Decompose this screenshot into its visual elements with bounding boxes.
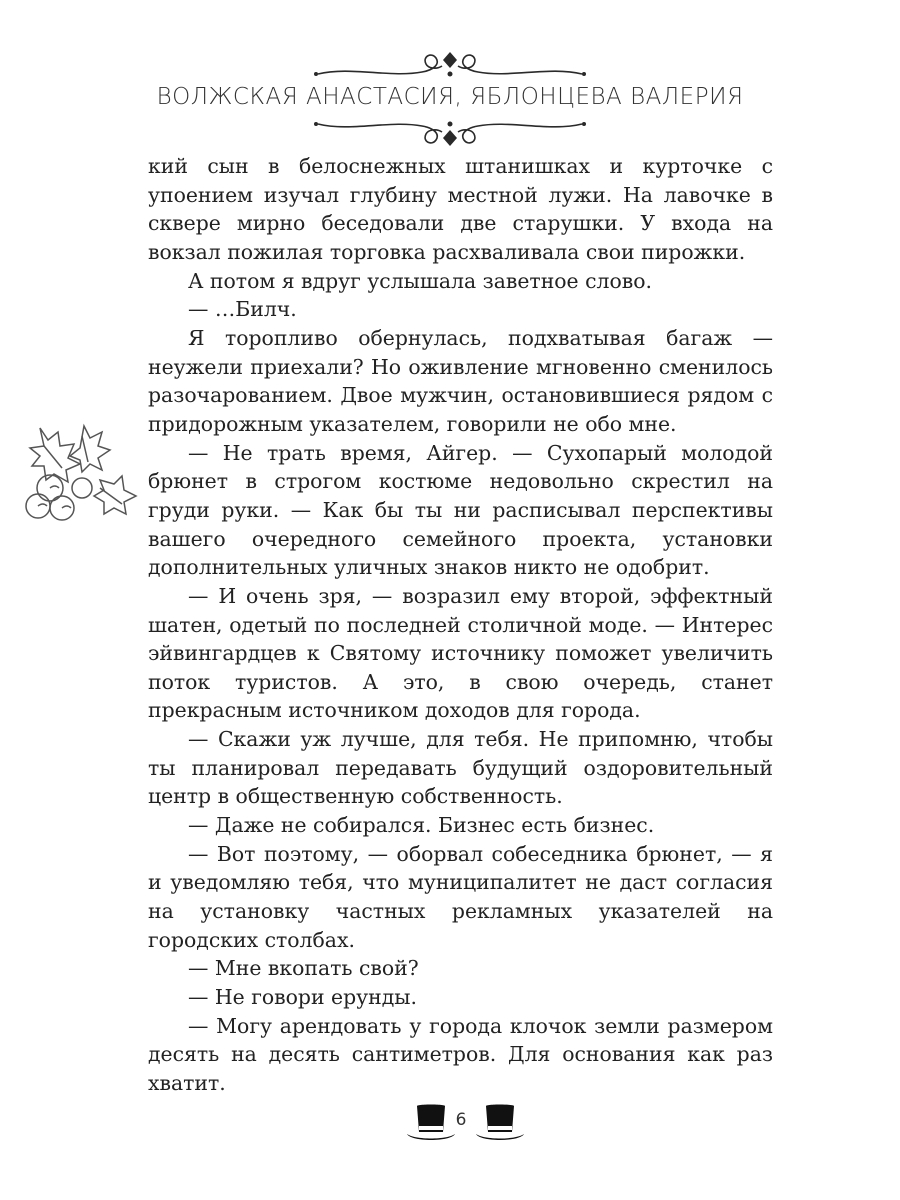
- page-number: 6: [455, 1110, 467, 1130]
- paragraph: — Не трать время, Айгер. — Сухопарый молодой брюнет в строгом костюме недовольно скрестил на груди руки. — Как бы ты ни расписывал перспективы вашего очередного семейного проекта, установки дополнительных уличных знаков никто не одобрит.: [148, 440, 773, 580]
- chapter-text: [148, 152, 773, 1098]
- paragraph: Я торопливо обернулась, подхватывая багаж — неужели приехали? Но оживление мгновенно сменилось разочарованием. Двое мужчин, остановившиеся рядом с придорожным указателем, говорили не обо мне.: [148, 325, 773, 436]
- top-hat-icon: [474, 1102, 526, 1144]
- paragraph: — И очень зря, — возразил ему второй, эффектный шатен, одетый по последней столичной моде. — Интерес эйвингардцев к Святому источнику поможет увеличить поток туристов. А это, в свою очередь, станет прекрасным источником доходов для города.: [148, 583, 773, 723]
- paragraph: — Скажи уж лучше, для тебя. Не припомню, чтобы ты планировал передавать будущий оздоровительный центр в общественную собственность.: [148, 727, 773, 809]
- paragraph: — Не говори ерунды.: [188, 985, 418, 1010]
- paragraph: — Мне вкопать свой?: [188, 956, 419, 981]
- running-header: [0, 0, 900, 150]
- paragraph: — Вот поэтому, — оборвал собеседника брюнет, — я и уведомляю тебя, что муниципалитет не даст согласия на установку частных рекламных указателей на городских столбах.: [148, 841, 773, 952]
- paragraph: — Могу арендовать у города клочок земли размером десять на десять сантиметров. Для основания как раз хватит.: [148, 1013, 773, 1095]
- flourish-ornament-bottom: [310, 110, 590, 150]
- paragraph: — Даже не собирался. Бизнес есть бизнес.: [188, 813, 655, 838]
- book-author-header: ВОЛЖСКАЯ АНАСТАСИЯ, ЯБЛОНЦЕВА ВАЛЕРИЯ: [156, 84, 744, 110]
- page-footer: [0, 1102, 900, 1152]
- flourish-ornament-top: [310, 48, 590, 88]
- paragraph: кий сын в белоснежных штанишках и курточке с упоением изучал глубину местной лужи. На лавочке в сквере мирно беседовали две старушки. У входа на вокзал пожилая торговка расхваливала свои пирожки.: [148, 154, 773, 264]
- holly-berries-icon: [10, 418, 140, 528]
- paragraph: А потом я вдруг услышала заветное слово.: [188, 268, 652, 293]
- paragraph: — …Билч.: [188, 297, 297, 322]
